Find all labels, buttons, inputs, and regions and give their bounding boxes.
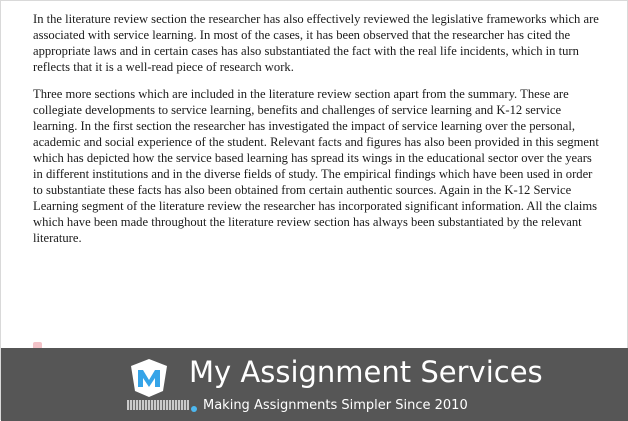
brand-banner	[1, 348, 628, 421]
logo-letter: M	[148, 382, 150, 383]
document-body	[33, 11, 599, 257]
paragraph-literature-review-sections: Three more sections which are included in the literature review section apart from the summary. These are collegiate developments to service learning, benefits and challenges of service learning and K-12 service learning. In the first section the researcher has investigated the impact of service learning over the personal, academic and social experience of the student. Relevant facts and figures has also been provided in this segment which has depicted how the service based learning has spread its wings in the educational sector over the years in different institutions and in the diverse fields of study. The empirical findings which have been used in order to substantiate these facts has also been obtained from certain authentic sources. Again in the K-12 Service Learning segment of the literature review the researcher has incorporated significant information. All the claims which have been made throughout the literature review section has always been substantiated by the relevant literature.	[33, 87, 599, 245]
brand-title: My Assignment Services	[189, 355, 543, 389]
brand-tagline: Making Assignments Simpler Since 2010	[203, 398, 468, 413]
paragraph-legislative-frameworks: In the literature review section the researcher has also effectively reviewed the legislative frameworks which are associated with service learning. In most of the cases, it has been observed that the researcher has cited the appropriate laws and in certain cases has also substantiated the fact with the real life incidents, which in turn reflects that it is a well-read piece of research work.	[33, 12, 599, 74]
logo-m-icon	[127, 358, 171, 398]
tagline-dot-icon	[191, 406, 197, 412]
brand-logo	[127, 358, 171, 398]
tagline-graphic	[127, 400, 189, 410]
